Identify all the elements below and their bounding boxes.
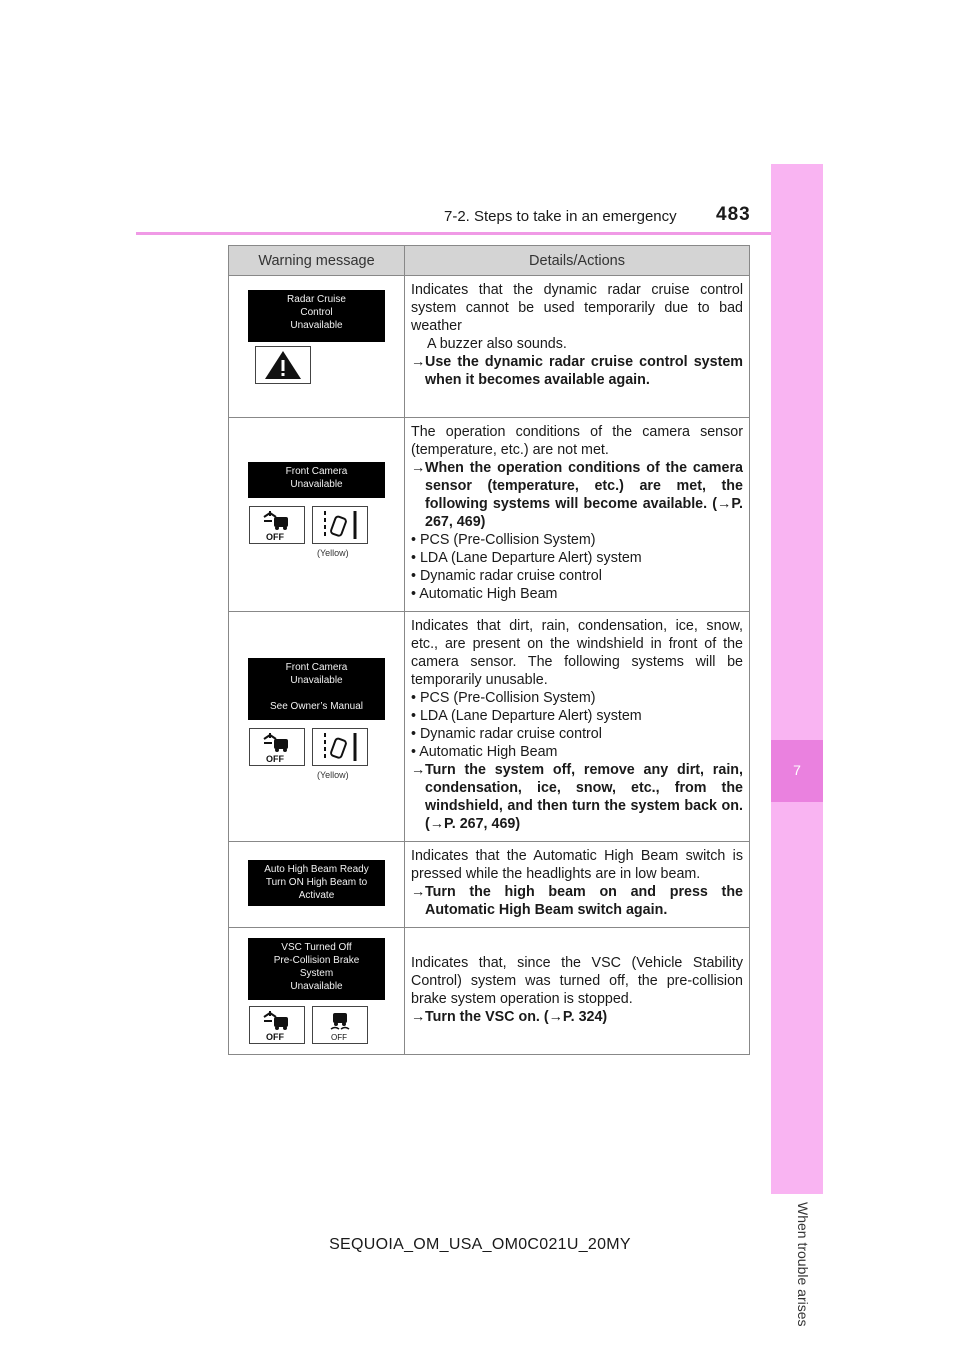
details-cell: Indicates that the Automatic High Beam switch is pressed while the headlights are in low beam. → Turn the high beam on and press the Automatic High Beam switch again. xyxy=(405,842,750,928)
chapter-name: When trouble arises xyxy=(795,1202,811,1327)
column-header-warning-message: Warning message xyxy=(229,246,405,276)
list-item: • Dynamic radar cruise control xyxy=(411,726,602,742)
pcs-off-icon xyxy=(249,728,305,766)
warning-triangle-icon xyxy=(255,346,311,384)
lda-icon xyxy=(312,506,368,544)
action-instruction: → Turn the system off, remove any dirt, rain, condensation, ice, snow, etc., from the windshield, and then turn the system back on. (→P. 267, 469) xyxy=(411,762,743,832)
table-row xyxy=(229,612,750,842)
warning-image-cell xyxy=(229,276,405,418)
action-instruction: → Turn the VSC on. (→P. 324) xyxy=(411,1008,608,1025)
vsc-off-icon xyxy=(312,1006,368,1044)
list-item: • Automatic High Beam xyxy=(411,586,558,602)
list-item: • Dynamic radar cruise control xyxy=(411,568,602,584)
section-title: 7-2. Steps to take in an emergency xyxy=(444,208,677,225)
table-row xyxy=(229,276,750,418)
pcs-off-icon xyxy=(249,506,305,544)
list-item: • LDA (Lane Departure Alert) system xyxy=(411,550,642,566)
warning-image-cell xyxy=(229,842,405,928)
icon-color-note: (Yellow) xyxy=(317,548,349,558)
details-cell: Indicates that the dynamic radar cruise control system cannot be used temporarily due to bad weather A buzzer also sounds. → Use the dynamic radar cruise control system when it becomes available again. xyxy=(405,276,750,418)
page-number: 483 xyxy=(716,204,751,225)
warning-message-display: Auto High Beam Ready Turn ON High Beam to Activate xyxy=(248,860,385,906)
chapter-number: 7 xyxy=(771,740,823,802)
warning-message-display: Front Camera Unavailable xyxy=(248,462,385,498)
action-instruction: → When the operation conditions of the camera sensor (temperature, etc.) are met, the following systems will become available. (→P. 267, 469) xyxy=(411,460,743,530)
table-row xyxy=(229,928,750,1055)
warning-message-display: Radar Cruise Control Unavailable xyxy=(248,290,385,342)
action-instruction: → Turn the high beam on and press the Automatic High Beam switch again. xyxy=(411,884,743,918)
chapter-side-tab xyxy=(771,164,823,1327)
warning-image-cell xyxy=(229,928,405,1055)
details-cell: The operation conditions of the camera sensor (temperature, etc.) are not met. → When the operation conditions of the camera sensor (temperature, etc.) are met, the following systems will become available. (→P. 267, 469) • PCS (Pre-Collision System) • LDA (Lane Departure Alert) system • Dynamic radar cruise control • Automatic High Beam xyxy=(405,418,750,612)
pcs-off-icon xyxy=(249,1006,305,1044)
list-item: • PCS (Pre-Collision System) xyxy=(411,532,596,548)
table-row xyxy=(229,418,750,612)
warning-message-display: VSC Turned Off Pre-Collision Brake System Unavailable xyxy=(248,938,385,1000)
svg-text:OFF: OFF xyxy=(331,1033,347,1042)
column-header-details: Details/Actions xyxy=(405,246,750,276)
details-cell: Indicates that dirt, rain, condensation, ice, snow, etc., are present on the windshield in front of the camera sensor. The following systems will be temporarily unusable. • PCS (Pre-Collision System) • LDA (Lane Departure Alert) system • Dynamic radar cruise control • Automatic High Beam → Turn the system off, remove any dirt, rain, condensation, ice, snow, etc., from the windshield, and then turn the system back on. (→P. 267, 469) xyxy=(405,612,750,842)
lda-icon xyxy=(312,728,368,766)
list-item: • Automatic High Beam xyxy=(411,744,558,760)
warning-image-cell xyxy=(229,612,405,842)
icon-color-note: (Yellow) xyxy=(317,770,349,780)
warning-image-cell xyxy=(229,418,405,612)
svg-text:OFF: OFF xyxy=(266,754,284,764)
svg-text:OFF: OFF xyxy=(266,1032,284,1042)
warning-message-display: Front Camera Unavailable See Owner’s Manual xyxy=(248,658,385,720)
details-cell: Indicates that, since the VSC (Vehicle Stability Control) system was turned off, the pre-collision brake system operation is stopped. → Turn the VSC on. (→P. 324) xyxy=(405,928,750,1055)
document-id-footer: SEQUOIA_OM_USA_OM0C021U_20MY xyxy=(329,1236,631,1253)
list-item: • LDA (Lane Departure Alert) system xyxy=(411,708,642,724)
table-header-row xyxy=(229,246,750,276)
header-divider xyxy=(136,232,822,235)
list-item: • PCS (Pre-Collision System) xyxy=(411,690,596,706)
warning-message-table xyxy=(228,245,750,1055)
action-instruction: → Use the dynamic radar cruise control system when it becomes available again. xyxy=(411,354,743,388)
table-row xyxy=(229,842,750,928)
svg-text:OFF: OFF xyxy=(266,532,284,542)
